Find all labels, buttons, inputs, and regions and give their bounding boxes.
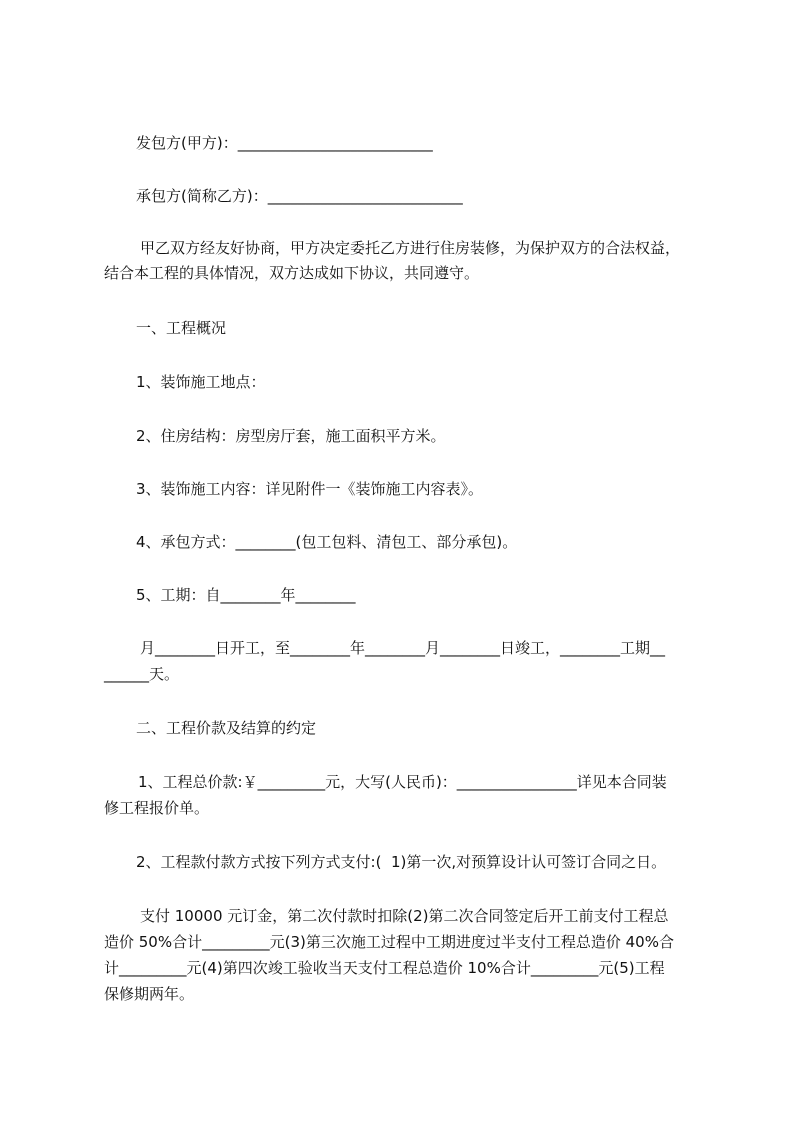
section1-item-1: 1、装饰施工地点： <box>136 373 266 391</box>
payment-intro: 2、工程款付款方式按下列方式支付:( 1)第一次,对预算设计认可签订合同之日。 <box>136 853 667 871</box>
price-line-2: 修工程报价单。 <box>104 799 210 817</box>
period-cont-line-2: ______天。 <box>104 665 180 683</box>
payment-detail-4: 保修期两年。 <box>104 985 195 1003</box>
party-b-line: 承包方(简称乙方)：__________________________ <box>136 187 463 205</box>
section1-item-5: 5、工期：自________年________ <box>136 586 356 604</box>
period-cont-line-1: 月________日开工，至________年________月________日竣工，________工期__ <box>140 639 666 657</box>
price-line-1: 1、工程总价款:￥_________元，大写(人民币)：________________详见本合同装 <box>138 773 667 791</box>
party-a-line: 发包方(甲方)：__________________________ <box>136 134 433 152</box>
section1-item-3: 3、装饰施工内容：详见附件一《装饰施工内容表》。 <box>136 480 484 498</box>
payment-detail-1: 支付 10000 元订金，第二次付款时扣除(2)第二次合同签定后开工前支付工程总 <box>140 907 669 925</box>
section1-heading: 一、工程概况 <box>136 319 227 337</box>
intro-line-2: 结合本工程的具体情况，双方达成如下协议，共同遵守。 <box>104 264 480 282</box>
payment-detail-2: 造价 50%合计_________元(3)第三次施工过程中工期进度过半支付工程总造价 40%合 <box>104 933 674 951</box>
section2-heading: 二、工程价款及结算的约定 <box>136 719 317 737</box>
intro-line-1: 甲乙双方经友好协商，甲方决定委托乙方进行住房装修，为保护双方的合法权益， <box>140 239 681 257</box>
section1-item-2: 2、住房结构：房型房厅套，施工面积平方米。 <box>136 427 446 445</box>
payment-detail-3: 计_________元(4)第四次竣工验收当天支付工程总造价 10%合计_________元(5)工程 <box>104 959 665 977</box>
section1-item-4: 4、承包方式：________(包工包料、清包工、部分承包)。 <box>136 533 518 551</box>
